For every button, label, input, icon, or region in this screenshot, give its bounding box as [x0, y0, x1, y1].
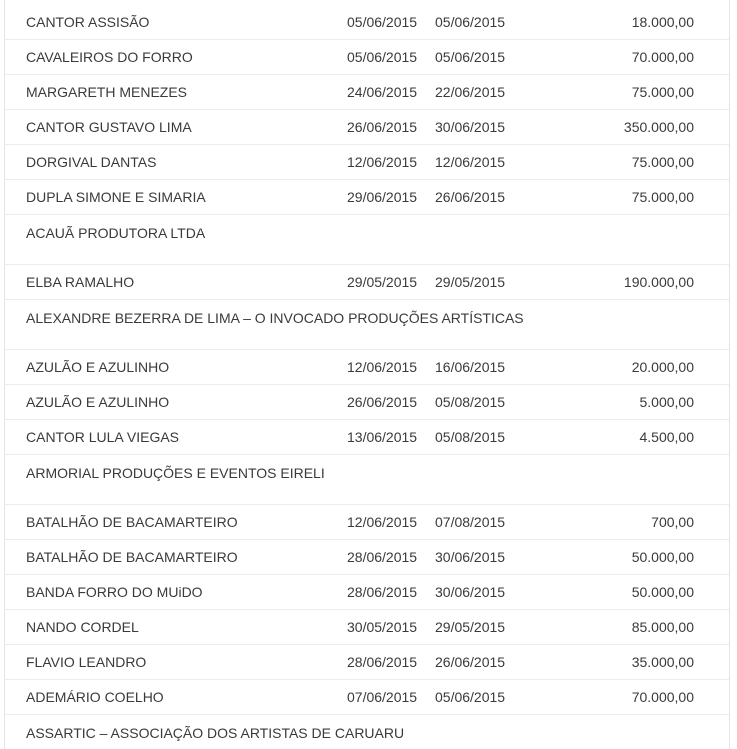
contract-value: 700,00: [651, 514, 694, 530]
producer-name: ACAUÃ PRODUTORA LTDA: [26, 225, 206, 241]
end-date: 05/08/2015: [435, 394, 506, 410]
artist-name: BATALHÃO DE BACAMARTEIRO: [26, 549, 238, 565]
end-date: 22/06/2015: [435, 84, 506, 100]
end-date: 29/05/2015: [435, 619, 506, 635]
table-row: [5, 680, 729, 715]
start-date: 12/06/2015: [347, 154, 418, 170]
start-date: 26/06/2015: [347, 394, 418, 410]
end-date: 05/06/2015: [435, 49, 506, 65]
contract-value: 20.000,00: [631, 359, 694, 375]
contract-value: 75.000,00: [631, 154, 694, 170]
table-row: [5, 505, 729, 540]
table-row: [5, 180, 729, 215]
artist-name: AZULÃO E AZULINHO: [26, 359, 170, 375]
end-date: 30/06/2015: [435, 549, 506, 565]
artist-name: CAVALEIROS DO FORRO: [26, 49, 193, 65]
start-date: 28/06/2015: [347, 654, 418, 670]
contract-value: 75.000,00: [631, 84, 694, 100]
artist-name: DORGIVAL DANTAS: [26, 154, 157, 170]
contract-value: 50.000,00: [631, 549, 694, 565]
start-date: 05/06/2015: [347, 49, 418, 65]
end-date: 05/06/2015: [435, 14, 506, 30]
contract-value: 190.000,00: [623, 274, 694, 290]
producer-group-row: [5, 215, 729, 265]
end-date: 30/06/2015: [435, 584, 506, 600]
table-row: [5, 420, 729, 455]
producer-group-row: [5, 300, 729, 350]
table-row: [5, 610, 729, 645]
table-row: [5, 0, 729, 40]
contract-value: 4.500,00: [639, 429, 694, 445]
table-row: [5, 145, 729, 180]
end-date: 26/06/2015: [435, 189, 506, 205]
contract-value: 70.000,00: [631, 49, 694, 65]
start-date: 29/06/2015: [347, 189, 418, 205]
start-date: 07/06/2015: [347, 689, 418, 705]
start-date: 28/06/2015: [347, 584, 418, 600]
contract-value: 75.000,00: [631, 189, 694, 205]
start-date: 24/06/2015: [347, 84, 418, 100]
table-row: [5, 265, 729, 300]
artist-name: BANDA FORRO DO MUiDO: [26, 584, 203, 600]
artist-name: CANTOR GUSTAVO LIMA: [26, 119, 192, 135]
start-date: 29/05/2015: [347, 274, 418, 290]
table-row: [5, 645, 729, 680]
start-date: 13/06/2015: [347, 429, 418, 445]
artist-name: CANTOR ASSISÃO: [26, 14, 150, 30]
contract-value: 70.000,00: [631, 689, 694, 705]
end-date: 16/06/2015: [435, 359, 506, 375]
producer-name: ARMORIAL PRODUÇÕES E EVENTOS EIRELI: [26, 465, 325, 481]
contract-value: 5.000,00: [639, 394, 694, 410]
contract-value: 350.000,00: [623, 119, 694, 135]
start-date: 12/06/2015: [347, 359, 418, 375]
artist-name: NANDO CORDEL: [26, 619, 139, 635]
table-row: [5, 110, 729, 145]
artist-name: DUPLA SIMONE E SIMARIA: [26, 189, 206, 205]
end-date: 05/06/2015: [435, 689, 506, 705]
start-date: 28/06/2015: [347, 549, 418, 565]
producer-group-row: [5, 455, 729, 505]
table-row: [5, 540, 729, 575]
artist-name: AZULÃO E AZULINHO: [26, 394, 170, 410]
contract-value: 85.000,00: [631, 619, 694, 635]
artist-name: ELBA RAMALHO: [26, 274, 135, 290]
producer-name: ALEXANDRE BEZERRA DE LIMA – O INVOCADO PRODUÇÕES ARTÍSTICAS: [26, 310, 524, 326]
start-date: 26/06/2015: [347, 119, 418, 135]
end-date: 29/05/2015: [435, 274, 506, 290]
end-date: 07/08/2015: [435, 514, 506, 530]
table-row: [5, 350, 729, 385]
producer-group-row: [5, 715, 729, 749]
table-row: [5, 385, 729, 420]
artist-name: CANTOR LULA VIEGAS: [26, 429, 180, 445]
contracts-table: [4, 0, 730, 749]
end-date: 26/06/2015: [435, 654, 506, 670]
artist-name: FLAVIO LEANDRO: [26, 654, 147, 670]
end-date: 12/06/2015: [435, 154, 506, 170]
table-row: [5, 75, 729, 110]
start-date: 12/06/2015: [347, 514, 418, 530]
contract-value: 35.000,00: [631, 654, 694, 670]
artist-name: BATALHÃO DE BACAMARTEIRO: [26, 514, 238, 530]
contract-value: 50.000,00: [631, 584, 694, 600]
table-row: [5, 575, 729, 610]
start-date: 30/05/2015: [347, 619, 418, 635]
producer-name: ASSARTIC – ASSOCIAÇÃO DOS ARTISTAS DE CARUARU: [26, 725, 405, 741]
artist-name: MARGARETH MENEZES: [26, 84, 188, 100]
end-date: 05/08/2015: [435, 429, 506, 445]
table-row: [5, 40, 729, 75]
start-date: 05/06/2015: [347, 14, 418, 30]
artist-name: ADEMÁRIO COELHO: [26, 689, 164, 705]
contract-value: 18.000,00: [631, 14, 694, 30]
end-date: 30/06/2015: [435, 119, 506, 135]
